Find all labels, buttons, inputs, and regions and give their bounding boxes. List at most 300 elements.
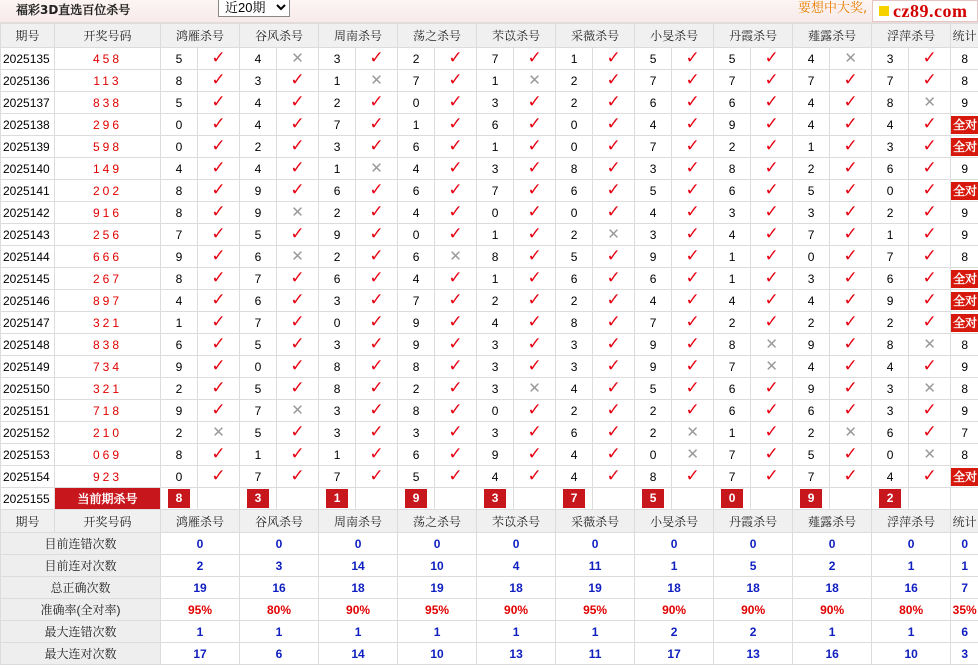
summary-header-row [1, 510, 978, 533]
kill-number-cell: 1 [714, 422, 751, 444]
empty-cell [435, 488, 477, 510]
summary-row [1, 533, 978, 555]
result-mark-cell [830, 378, 872, 400]
result-mark-cell [751, 202, 793, 224]
stat-cell [951, 158, 978, 180]
kill-number-cell: 1 [714, 246, 751, 268]
empty-cell [593, 488, 635, 510]
draw-number-cell: 210 [55, 422, 161, 444]
result-mark-cell [356, 158, 398, 180]
check-icon: ✓ [527, 400, 542, 419]
kill-number-cell: 1 [161, 312, 198, 334]
summary-value: 0 [161, 533, 240, 555]
result-mark-cell [356, 48, 398, 70]
result-mark-cell [435, 246, 477, 268]
kill-number-cell: 5 [161, 92, 198, 114]
kill-number-cell: 3 [477, 158, 514, 180]
result-mark-cell [277, 136, 319, 158]
check-icon: ✓ [843, 400, 858, 419]
kill-number-cell: 6 [714, 400, 751, 422]
col-header-predictor: 采薇杀号 [556, 510, 635, 533]
result-mark-cell [514, 136, 556, 158]
check-icon: ✓ [290, 466, 305, 485]
kill-number-cell: 8 [161, 180, 198, 202]
result-mark-cell [751, 422, 793, 444]
draw-number-cell: 296 [55, 114, 161, 136]
kill-number-cell: 9 [161, 400, 198, 422]
summary-label: 目前连对次数 [1, 555, 161, 577]
check-icon: ✓ [369, 334, 384, 353]
result-mark-cell [593, 422, 635, 444]
kill-number-cell: 2 [872, 312, 909, 334]
summary-value: 11 [556, 643, 635, 665]
result-mark-cell [198, 356, 240, 378]
result-mark-cell [514, 180, 556, 202]
kill-number-cell: 5 [793, 180, 830, 202]
result-mark-cell [830, 422, 872, 444]
summary-value: 0 [951, 533, 978, 555]
current-kill-number: 9 [800, 489, 822, 508]
result-mark-cell [593, 48, 635, 70]
draw-number-cell: 069 [55, 444, 161, 466]
check-icon: ✓ [606, 378, 621, 397]
cross-icon: ✕ [291, 49, 304, 67]
result-mark-cell [593, 466, 635, 488]
check-icon: ✓ [211, 268, 226, 287]
kill-number-cell: 1 [477, 268, 514, 290]
check-icon: ✓ [685, 114, 700, 133]
kill-number-cell: 2 [319, 246, 356, 268]
kill-number-cell: 4 [793, 48, 830, 70]
kill-number-cell: 3 [319, 400, 356, 422]
kill-number-cell: 7 [793, 70, 830, 92]
check-icon: ✓ [211, 334, 226, 353]
result-mark-cell [435, 158, 477, 180]
current-kill-number: 5 [642, 489, 664, 508]
check-icon: ✓ [685, 312, 700, 331]
empty-cell [830, 488, 872, 510]
check-icon: ✓ [606, 158, 621, 177]
col-header-stat: 统计 [951, 510, 978, 533]
check-icon: ✓ [290, 268, 305, 287]
kill-number-cell: 6 [714, 92, 751, 114]
result-mark-cell [514, 224, 556, 246]
result-mark-cell [277, 444, 319, 466]
result-mark-cell [514, 70, 556, 92]
table-row [1, 114, 978, 136]
check-icon: ✓ [606, 312, 621, 331]
check-icon: ✓ [922, 466, 937, 485]
kill-number-cell: 5 [240, 378, 277, 400]
check-icon: ✓ [922, 224, 937, 243]
kill-number-cell: 4 [872, 356, 909, 378]
result-mark-cell [593, 92, 635, 114]
kill-number-cell: 4 [398, 202, 435, 224]
check-icon: ✓ [764, 400, 779, 419]
kill-number-cell: 3 [556, 334, 593, 356]
result-mark-cell [356, 180, 398, 202]
check-icon: ✓ [685, 92, 700, 111]
kill-number-cell: 3 [556, 356, 593, 378]
check-icon: ✓ [922, 422, 937, 441]
result-mark-cell [277, 422, 319, 444]
summary-value: 18 [477, 577, 556, 599]
kill-number-cell: 6 [793, 400, 830, 422]
result-mark-cell [198, 444, 240, 466]
summary-value: 13 [477, 643, 556, 665]
result-mark-cell [514, 48, 556, 70]
kill-number-cell: 0 [556, 202, 593, 224]
kill-number-cell: 2 [872, 202, 909, 224]
cross-icon: ✕ [449, 247, 462, 265]
result-mark-cell [751, 334, 793, 356]
result-mark-cell [356, 92, 398, 114]
summary-value: 10 [398, 555, 477, 577]
kill-number-cell: 7 [793, 224, 830, 246]
kill-number-cell: 9 [240, 180, 277, 202]
result-mark-cell [672, 378, 714, 400]
check-icon: ✓ [843, 378, 858, 397]
cross-icon: ✕ [212, 423, 225, 441]
result-mark-cell [514, 356, 556, 378]
result-mark-cell [435, 422, 477, 444]
check-icon: ✓ [606, 290, 621, 309]
summary-value: 1 [872, 555, 951, 577]
col-header-draw: 开奖号码 [55, 510, 161, 533]
kill-number-cell: 3 [319, 334, 356, 356]
stat-value: 8 [961, 381, 968, 396]
draw-number-cell: 916 [55, 202, 161, 224]
result-mark-cell [435, 136, 477, 158]
kill-number-cell: 8 [398, 400, 435, 422]
result-mark-cell [593, 400, 635, 422]
current-kill-cell [319, 488, 356, 510]
result-mark-cell [672, 136, 714, 158]
stat-cell [951, 334, 978, 356]
summary-value: 0 [635, 533, 714, 555]
kill-number-cell: 9 [793, 378, 830, 400]
stat-cell [951, 136, 978, 158]
check-icon: ✓ [527, 202, 542, 221]
check-icon: ✓ [764, 246, 779, 265]
summary-label: 准确率(全对率) [1, 599, 161, 621]
cross-icon: ✕ [765, 357, 778, 375]
check-icon: ✓ [764, 290, 779, 309]
result-mark-cell [593, 290, 635, 312]
check-icon: ✓ [843, 334, 858, 353]
summary-value: 0 [556, 533, 635, 555]
kill-number-cell: 5 [635, 48, 672, 70]
col-header-predictor: 浮萍杀号 [872, 24, 951, 48]
summary-value: 11 [556, 555, 635, 577]
result-mark-cell [514, 158, 556, 180]
check-icon: ✓ [369, 202, 384, 221]
current-kill-cell [240, 488, 277, 510]
current-kill-number: 9 [405, 489, 427, 508]
draw-number-cell: 838 [55, 92, 161, 114]
kill-number-cell: 2 [714, 312, 751, 334]
result-mark-cell [356, 114, 398, 136]
result-mark-cell [277, 158, 319, 180]
check-icon: ✓ [922, 180, 937, 199]
summary-label: 目前连错次数 [1, 533, 161, 555]
col-header-period: 期号 [1, 510, 55, 533]
result-mark-cell [909, 268, 951, 290]
empty-cell [751, 488, 793, 510]
check-icon: ✓ [448, 290, 463, 309]
kill-number-cell: 7 [793, 466, 830, 488]
draw-number-cell: 734 [55, 356, 161, 378]
check-icon: ✓ [527, 136, 542, 155]
result-mark-cell [356, 356, 398, 378]
kill-number-cell: 7 [398, 290, 435, 312]
kill-number-cell: 8 [319, 378, 356, 400]
current-kill-cell [793, 488, 830, 510]
result-mark-cell [672, 422, 714, 444]
period-range-select[interactable] [218, 0, 290, 17]
check-icon: ✓ [606, 400, 621, 419]
draw-number-cell: 256 [55, 224, 161, 246]
result-mark-cell [830, 246, 872, 268]
check-icon: ✓ [843, 158, 858, 177]
kill-number-cell: 5 [161, 48, 198, 70]
summary-value: 14 [319, 555, 398, 577]
check-icon: ✓ [527, 92, 542, 111]
kill-number-cell: 6 [872, 158, 909, 180]
cross-icon: ✕ [765, 335, 778, 353]
check-icon: ✓ [290, 70, 305, 89]
kill-number-cell: 3 [477, 378, 514, 400]
summary-value: 10 [872, 643, 951, 665]
kill-number-cell: 4 [240, 48, 277, 70]
kill-number-cell: 9 [398, 312, 435, 334]
col-header-predictor: 采薇杀号 [556, 24, 635, 48]
result-mark-cell [356, 290, 398, 312]
kill-number-cell: 1 [319, 444, 356, 466]
result-mark-cell [198, 246, 240, 268]
check-icon: ✓ [685, 136, 700, 155]
check-icon: ✓ [685, 466, 700, 485]
summary-value: 3 [240, 555, 319, 577]
result-mark-cell [909, 114, 951, 136]
cross-icon: ✕ [844, 423, 857, 441]
current-kill-cell [161, 488, 198, 510]
summary-row [1, 599, 978, 621]
current-kill-cell [477, 488, 514, 510]
col-header-predictor: 薤露杀号 [793, 510, 872, 533]
result-mark-cell [514, 400, 556, 422]
summary-value: 17 [161, 643, 240, 665]
summary-value: 2 [161, 555, 240, 577]
kill-number-cell: 2 [793, 312, 830, 334]
kill-number-cell: 0 [872, 180, 909, 202]
result-mark-cell [277, 356, 319, 378]
result-mark-cell [830, 180, 872, 202]
kill-number-cell: 6 [556, 268, 593, 290]
result-mark-cell [277, 268, 319, 290]
kill-number-cell: 4 [398, 268, 435, 290]
result-mark-cell [356, 224, 398, 246]
summary-value: 2 [714, 621, 793, 643]
kill-number-cell: 7 [240, 400, 277, 422]
stat-value: 8 [961, 73, 968, 88]
result-mark-cell [198, 136, 240, 158]
result-mark-cell [909, 48, 951, 70]
summary-row [1, 555, 978, 577]
check-icon: ✓ [685, 70, 700, 89]
cross-icon: ✕ [923, 445, 936, 463]
check-icon: ✓ [764, 70, 779, 89]
result-mark-cell [277, 400, 319, 422]
summary-value: 7 [951, 577, 978, 599]
check-icon: ✓ [527, 48, 542, 67]
result-mark-cell [909, 202, 951, 224]
check-icon: ✓ [448, 268, 463, 287]
check-icon: ✓ [843, 268, 858, 287]
check-icon: ✓ [448, 466, 463, 485]
stat-value: 9 [961, 403, 968, 418]
check-icon: ✓ [369, 466, 384, 485]
site-logo[interactable] [872, 0, 978, 22]
result-mark-cell [909, 92, 951, 114]
summary-label: 最大连错次数 [1, 621, 161, 643]
result-mark-cell [909, 378, 951, 400]
col-header-predictor: 小旻杀号 [635, 24, 714, 48]
kill-number-cell: 4 [872, 466, 909, 488]
kill-number-cell: 6 [872, 268, 909, 290]
result-mark-cell [672, 48, 714, 70]
kill-number-cell: 2 [556, 92, 593, 114]
check-icon: ✓ [211, 158, 226, 177]
summary-value: 19 [161, 577, 240, 599]
result-mark-cell [909, 246, 951, 268]
kill-number-cell: 9 [319, 224, 356, 246]
summary-value: 18 [714, 577, 793, 599]
current-kill-cell [872, 488, 909, 510]
result-mark-cell [751, 466, 793, 488]
all-correct-badge: 全对 [953, 139, 978, 154]
current-kill-number: 1 [326, 489, 348, 508]
result-mark-cell [277, 92, 319, 114]
stat-cell [951, 70, 978, 92]
result-mark-cell [830, 202, 872, 224]
table-row [1, 224, 978, 246]
col-header-predictor: 丹霞杀号 [714, 510, 793, 533]
check-icon: ✓ [685, 268, 700, 287]
check-icon: ✓ [211, 466, 226, 485]
result-mark-cell [751, 114, 793, 136]
result-mark-cell [751, 268, 793, 290]
kill-number-cell: 5 [635, 180, 672, 202]
result-mark-cell [909, 312, 951, 334]
check-icon: ✓ [843, 180, 858, 199]
kill-number-cell: 6 [240, 246, 277, 268]
kill-number-cell: 2 [556, 70, 593, 92]
kill-number-cell: 8 [319, 356, 356, 378]
kill-number-cell: 4 [793, 290, 830, 312]
table-row [1, 334, 978, 356]
check-icon: ✓ [606, 422, 621, 441]
check-icon: ✓ [685, 334, 700, 353]
result-mark-cell [909, 290, 951, 312]
summary-row [1, 621, 978, 643]
kill-number-cell: 2 [635, 400, 672, 422]
check-icon: ✓ [211, 70, 226, 89]
promo-text[interactable]: 要想中大奖, [798, 1, 868, 16]
summary-value: 18 [319, 577, 398, 599]
result-mark-cell [435, 356, 477, 378]
summary-value: 80% [240, 599, 319, 621]
check-icon: ✓ [369, 48, 384, 67]
check-icon: ✓ [290, 224, 305, 243]
result-mark-cell [909, 70, 951, 92]
check-icon: ✓ [448, 334, 463, 353]
check-icon: ✓ [764, 48, 779, 67]
result-mark-cell [672, 202, 714, 224]
check-icon: ✓ [290, 136, 305, 155]
col-header-predictor: 周南杀号 [319, 510, 398, 533]
result-mark-cell [909, 224, 951, 246]
kill-number-cell: 9 [635, 334, 672, 356]
result-mark-cell [672, 290, 714, 312]
check-icon: ✓ [922, 268, 937, 287]
result-mark-cell [356, 70, 398, 92]
check-icon: ✓ [606, 268, 621, 287]
kill-number-cell: 0 [240, 356, 277, 378]
check-icon: ✓ [527, 224, 542, 243]
check-icon: ✓ [922, 400, 937, 419]
summary-value: 90% [477, 599, 556, 621]
result-mark-cell [514, 246, 556, 268]
check-icon: ✓ [448, 70, 463, 89]
check-icon: ✓ [211, 290, 226, 309]
result-mark-cell [672, 400, 714, 422]
col-header-predictor: 芣苡杀号 [477, 510, 556, 533]
result-mark-cell [435, 114, 477, 136]
period-cell: 2025140 [1, 158, 55, 180]
result-mark-cell [593, 334, 635, 356]
result-mark-cell [198, 290, 240, 312]
kill-number-cell: 5 [793, 444, 830, 466]
draw-number-cell: 321 [55, 312, 161, 334]
kill-number-cell: 1 [477, 224, 514, 246]
all-correct-badge: 全对 [953, 469, 978, 484]
page-title: 福彩3D直选百位杀号 [16, 3, 131, 17]
history-rows [1, 48, 978, 488]
kill-number-cell: 6 [556, 422, 593, 444]
empty-cell [198, 488, 240, 510]
result-mark-cell [751, 180, 793, 202]
period-cell: 2025147 [1, 312, 55, 334]
summary-value: 0 [398, 533, 477, 555]
summary-value: 13 [714, 643, 793, 665]
check-icon: ✓ [764, 422, 779, 441]
kill-number-cell: 4 [793, 92, 830, 114]
kill-number-cell: 4 [556, 378, 593, 400]
check-icon: ✓ [606, 202, 621, 221]
table-row [1, 70, 978, 92]
summary-value: 0 [477, 533, 556, 555]
check-icon: ✓ [764, 224, 779, 243]
table-row [1, 246, 978, 268]
period-cell: 2025142 [1, 202, 55, 224]
kill-number-cell: 8 [161, 70, 198, 92]
result-mark-cell [356, 444, 398, 466]
period-cell: 2025138 [1, 114, 55, 136]
kill-number-cell: 6 [714, 378, 751, 400]
col-header-predictor: 谷风杀号 [240, 24, 319, 48]
result-mark-cell [198, 422, 240, 444]
